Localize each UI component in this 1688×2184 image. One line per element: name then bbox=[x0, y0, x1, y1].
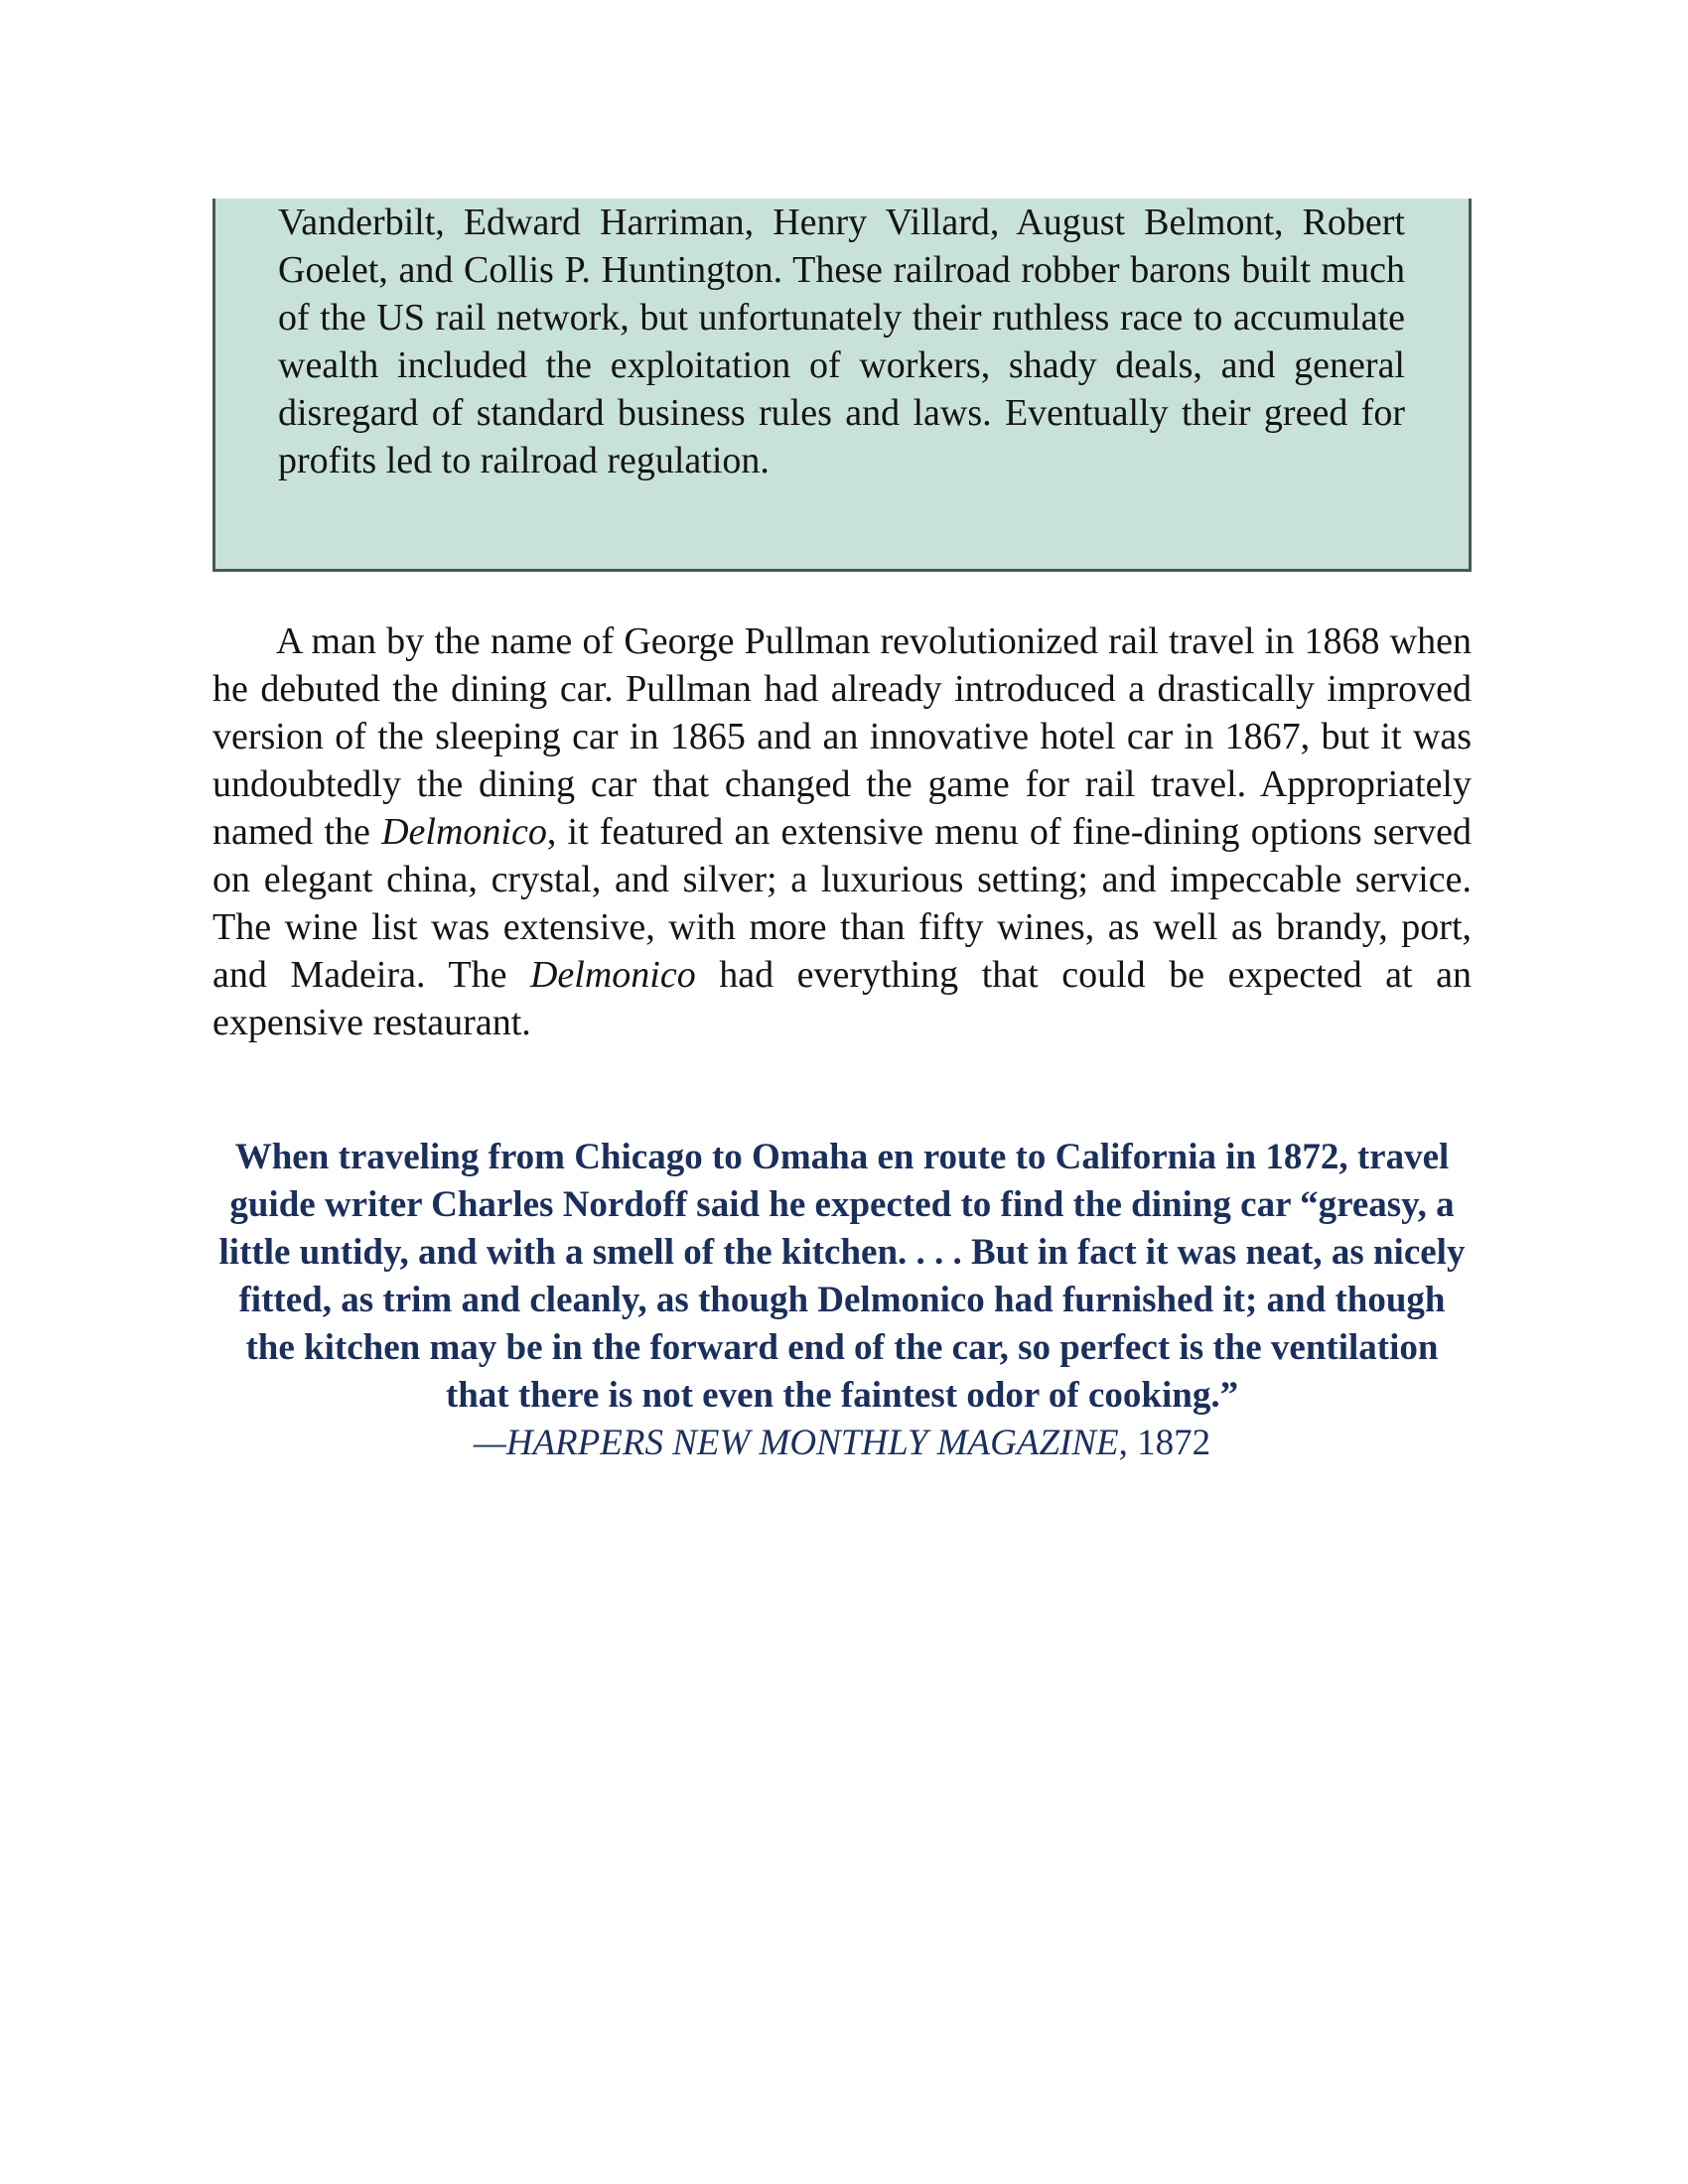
sidebar-text: Vanderbilt, Edward Harriman, Henry Villard, August Belmont, Robert Goelet, and Collis P. Huntington. These railroad robber barons built much of the US rail network, but unfortunately their ruthless race to accumulate wealth included the exploitation of workers, shady deals, and general disregard of standard business rules and laws. Eventually their greed for profits led to railroad regulation. bbox=[278, 202, 1405, 481]
quote-text: When traveling from Chicago to Omaha en route to California in 1872, travel guide writer Charles Nordoff said he expected to find the dining car “greasy, a little untidy, and with a smell of the kitchen. . . . But in fact it was neat, as nicely fitted, as trim and cleanly, as though Delmonico had furnished it; and though the kitchen may be in the forward end of the car, so perfect is the ventilation that there is not even the faintest odor of cooking.” bbox=[218, 1137, 1466, 1416]
body-italic-delmonico-2: Delmonico bbox=[529, 954, 696, 996]
sidebar-box bbox=[212, 199, 1472, 572]
body-text-part3: had everything that could be expected at an expensive restaurant. bbox=[212, 954, 1473, 1043]
body-italic-delmonico-1: Delmonico bbox=[381, 811, 547, 853]
pull-quote bbox=[212, 1134, 1472, 1467]
quote-source bbox=[212, 1420, 1472, 1467]
body-paragraph bbox=[212, 617, 1472, 1046]
quote-source-year: , 1872 bbox=[1118, 1423, 1211, 1463]
body-text-part1: A man by the name of George Pullman revolutionized rail travel in 1868 when he debuted the dining car. Pullman had already introduced a drastically improved version of the sleeping car in 1865 and an innovative hotel car in 1867, but it was undoubtedly the dining car that changed the game for rail travel. Appropriately named the bbox=[212, 620, 1472, 853]
quote-source-publication: —HARPERS NEW MONTHLY MAGAZINE bbox=[473, 1423, 1119, 1463]
body-text-part2: , it featured an extensive menu of fine-dining options served on elegant china, crystal, and silver; a luxurious setting; and impeccable service. The wine list was extensive, with more than fifty wines, as well as brandy, port, and Madeira. The bbox=[212, 811, 1473, 996]
